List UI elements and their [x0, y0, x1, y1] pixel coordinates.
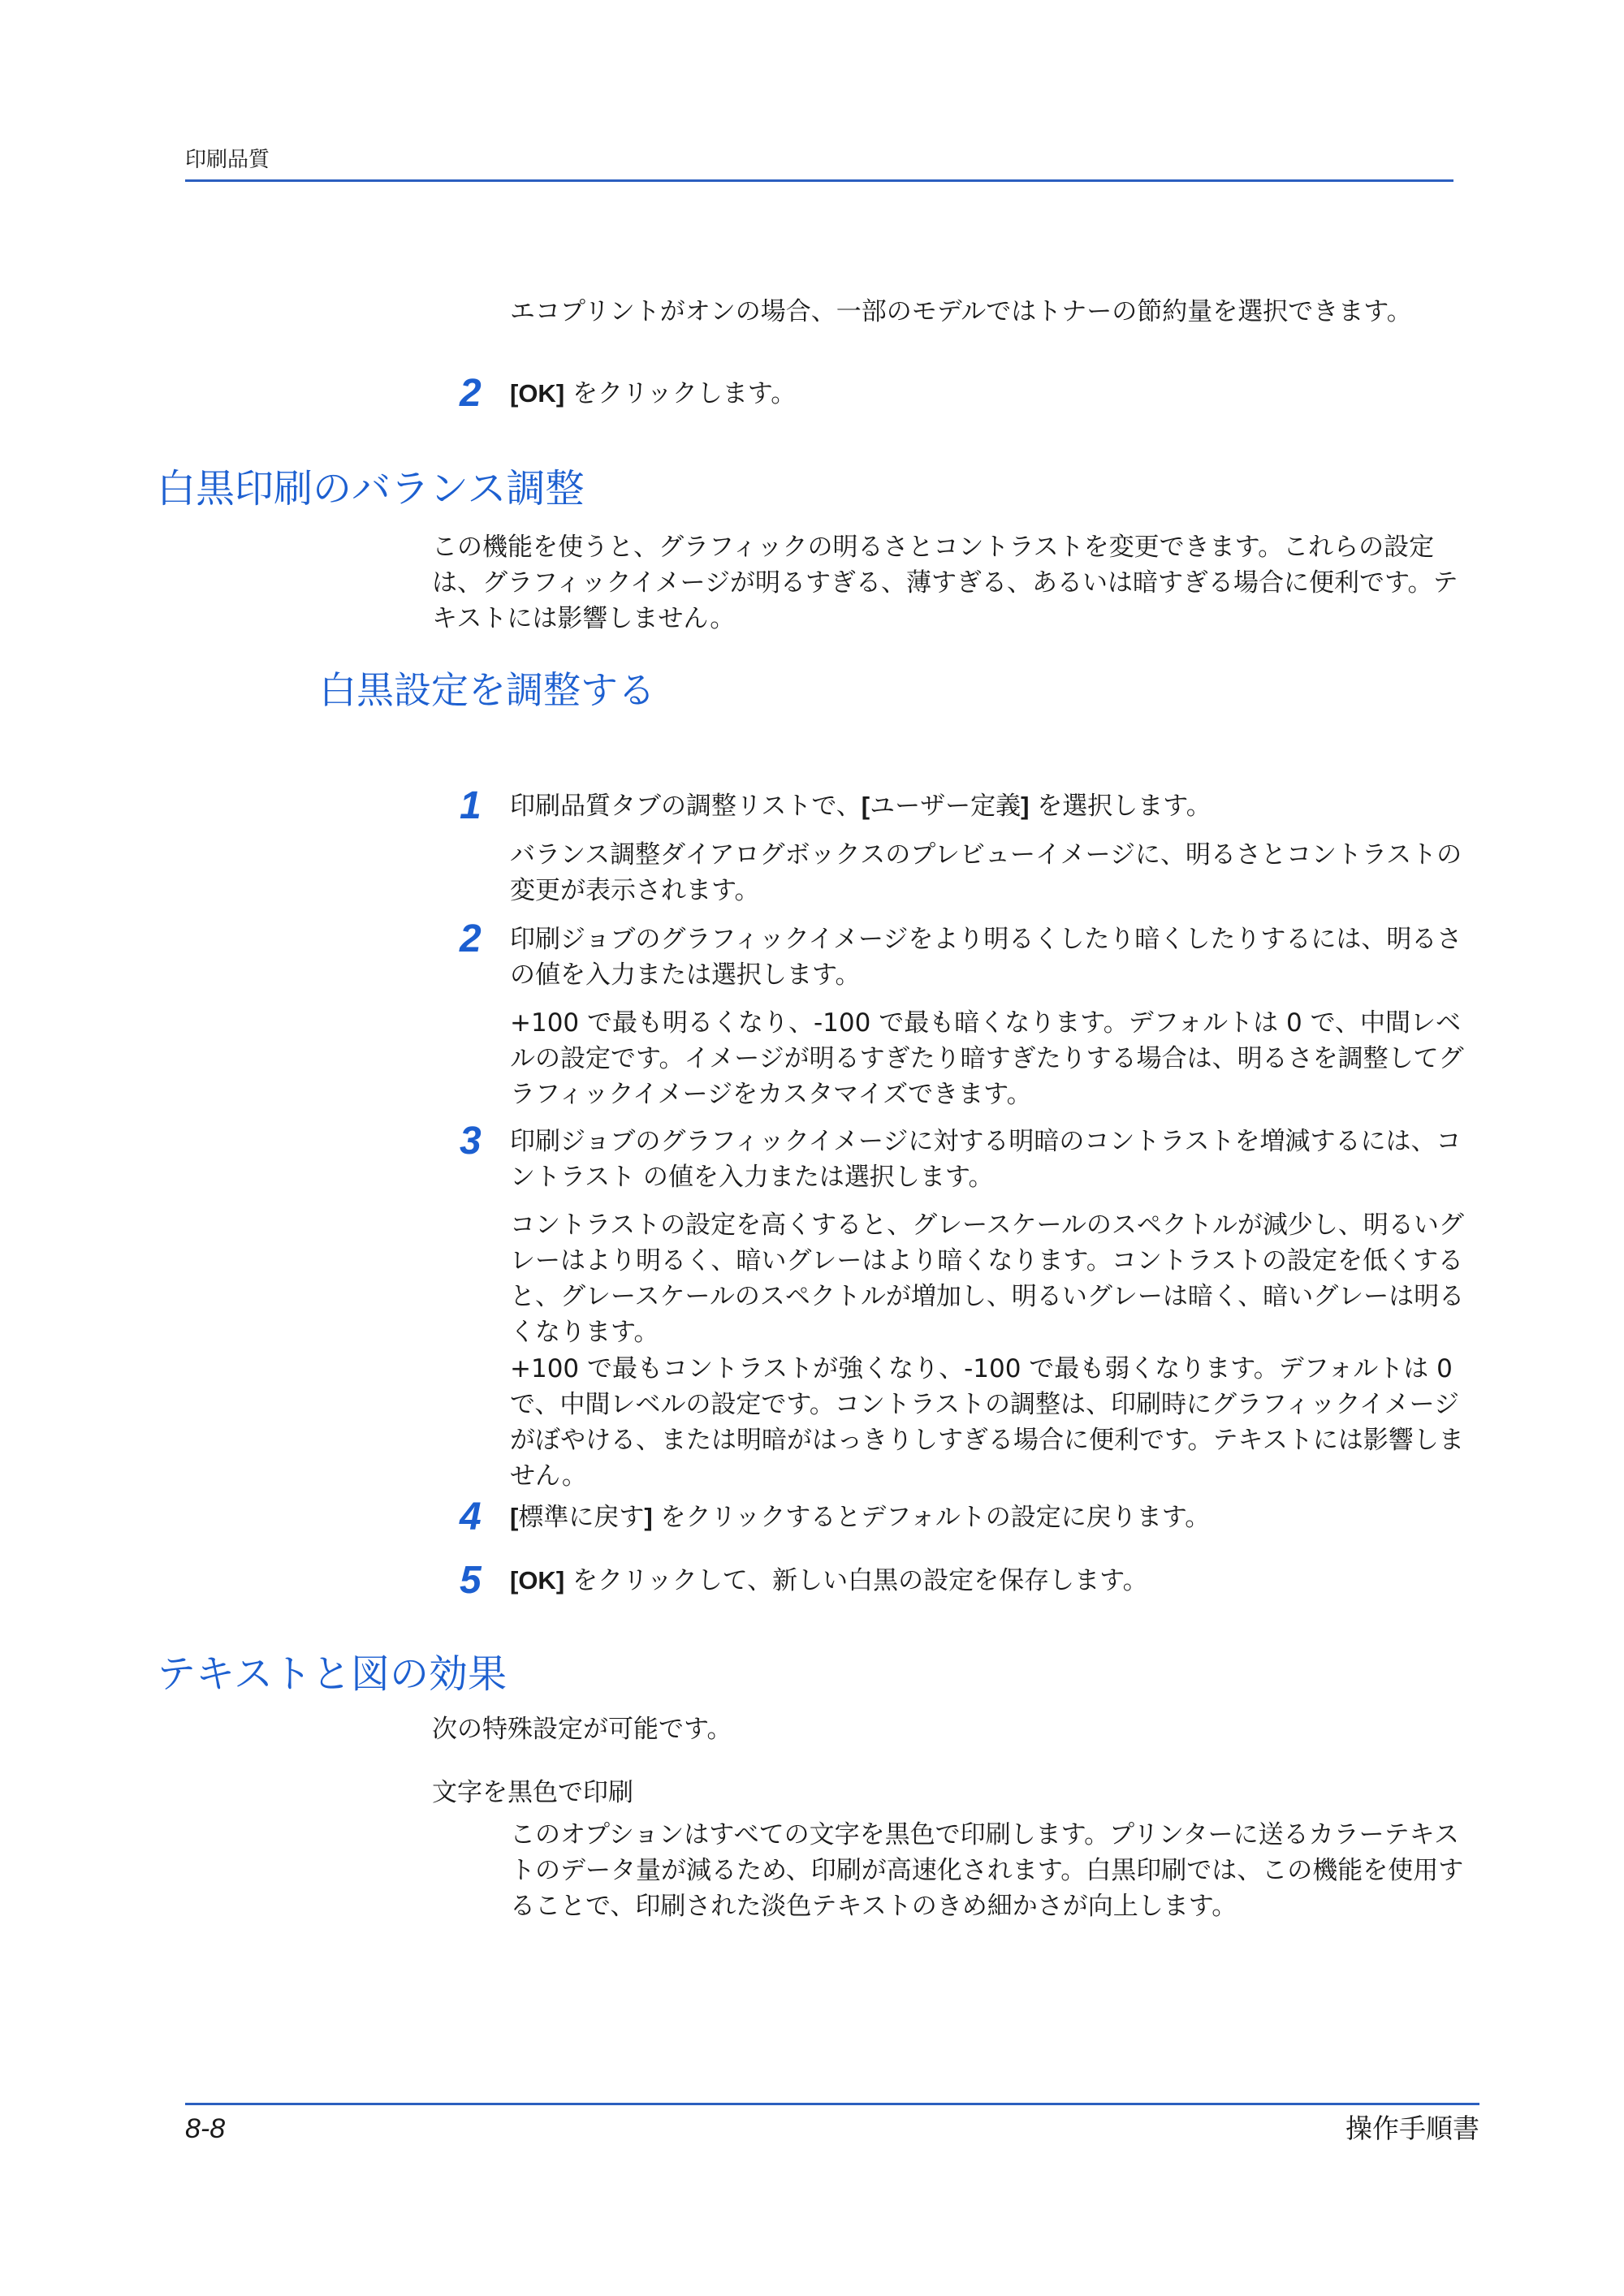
- step-number: 2: [460, 917, 482, 960]
- ok-label: [OK]: [510, 1566, 565, 1595]
- step-note: コントラストの設定を高くすると、グレースケールのスペクトルが減少し、明るいグレーはより明るく、暗いグレーはより暗くなります。コントラストの設定を低くすると、グレースケールのスペクトルが増加し、明るいグレーは暗く、暗いグレーは明るくなります。: [510, 1211, 1465, 1347]
- step-note: +100 で最も明るくなり、-100 で最も暗くなります。デフォルトは 0 で、中間レベルの設定です。イメージが明るすぎたり暗すぎたりする場合は、明るさを調整してグラフィックイメージをカスタマイズできます。: [510, 1008, 1464, 1109]
- ecoprint-note: エコプリントがオンの場合、一部のモデルではトナーの節約量を選択できます。: [510, 297, 1412, 326]
- header-title: 印刷品質: [185, 148, 270, 172]
- page-number: 8-8: [185, 2113, 226, 2144]
- step-number: 2: [460, 372, 482, 415]
- step-number: 5: [460, 1559, 482, 1602]
- footer-title: 操作手順書: [1345, 2113, 1479, 2144]
- option-title: 文字を黒色で印刷: [432, 1778, 633, 1807]
- step-note: +100 で最もコントラストが強くなり、-100 で最も弱くなります。デフォルトは 0 で、中間レベルの設定です。コントラストの調整は、印刷時にグラフィックイメージがぼやける、または明暗がはっきりしすぎる場合に便利です。テキストには影響しません。: [510, 1354, 1464, 1491]
- option-description: このオプションはすべての文字を黒色で印刷します。プリンターに送るカラーテキストのデータ量が減るため、印刷が高速化されます。白黒印刷では、この機能を使用することで、印刷された淡色テキストのきめ細かさが向上します。: [510, 1820, 1464, 1921]
- step-note: バランス調整ダイアログボックスのプレビューイメージに、明るさとコントラストの変更が表示されます。: [510, 840, 1462, 905]
- step-number: 1: [460, 784, 482, 827]
- section-heading-balance: 白黒印刷のバランス調整: [157, 466, 585, 511]
- step-text: 印刷ジョブのグラフィックイメージをより明るくしたり暗くしたりするには、明るさの値を入力または選択します。: [510, 925, 1462, 990]
- footer-rule: [185, 2103, 1479, 2105]
- step-number: 4: [460, 1495, 482, 1539]
- step-number: 3: [460, 1120, 482, 1163]
- step-text: [OK] をクリックします。: [510, 379, 797, 408]
- section-heading-effects: テキストと図の効果: [157, 1651, 508, 1697]
- step-text: 印刷ジョブのグラフィックイメージに対する明暗のコントラストを増減するには、コントラスト の値を入力または選択します。: [510, 1127, 1462, 1192]
- effects-intro: 次の特殊設定が可能です。: [432, 1715, 732, 1744]
- step-text: 印刷品質タブの調整リストで、[ユーザー定義] を選択します。: [510, 792, 1212, 821]
- step-text: [標準に戻す] をクリックするとデフォルトの設定に戻ります。: [510, 1503, 1211, 1532]
- header-rule: [185, 179, 1453, 182]
- balance-paragraph: この機能を使うと、グラフィックの明るさとコントラストを変更できます。これらの設定は、グラフィックイメージが明るすぎる、薄すぎる、あるいは暗すぎる場合に便利です。テキストには影響しません。: [432, 533, 1458, 633]
- section-heading-adjust: 白黒設定を調整する: [319, 668, 655, 712]
- step-text: [OK] をクリックして、新しい白黒の設定を保存します。: [510, 1566, 1148, 1595]
- ok-label: [OK]: [510, 379, 565, 408]
